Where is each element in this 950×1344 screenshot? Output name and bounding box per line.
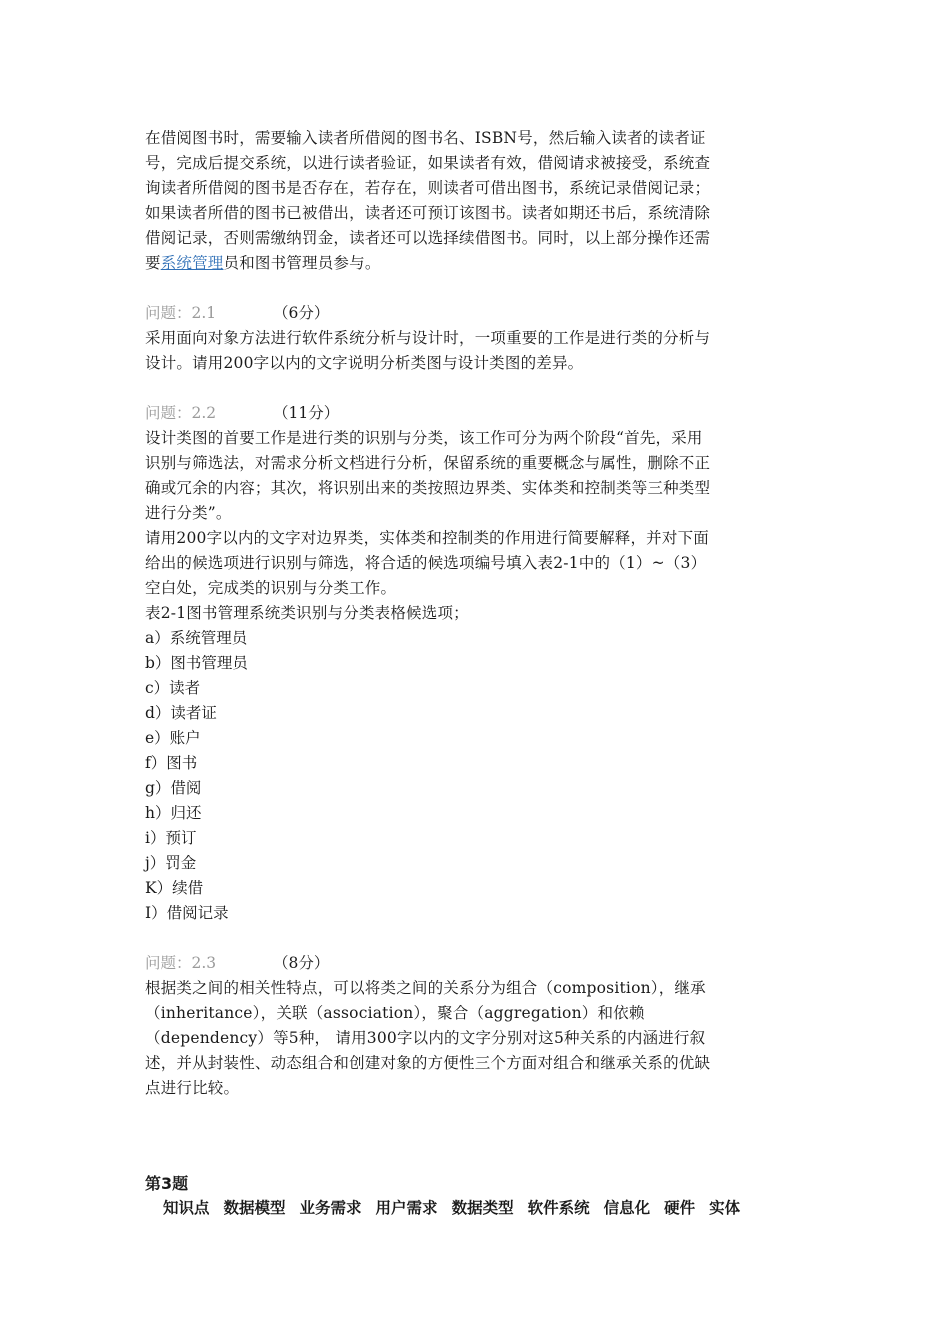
question-line: 点进行比较。 <box>145 1079 240 1097</box>
candidate-options-list <box>145 626 810 926</box>
question-line: 空白处，完成类的识别与分类工作。 <box>145 579 397 597</box>
question-line: 设计类图的首要工作是进行类的识别与分类，该工作可分为两个阶段“首先，采用 <box>145 429 703 447</box>
section-3-title: 第3题 <box>145 1174 189 1193</box>
intro-line: 在借阅图书时，需要输入读者所借阅的图书名、ISBN号，然后输入读者的读者证 <box>145 129 706 147</box>
list-item: c）读者 <box>145 679 201 697</box>
list-item: d）读者证 <box>145 704 217 722</box>
list-item: a）系统管理员 <box>145 629 248 647</box>
knowledge-tags <box>163 1196 740 1220</box>
tag-business-requirement[interactable]: 业务需求 <box>299 1199 362 1217</box>
intro-last-prefix: 要 <box>145 254 161 272</box>
tag-user-requirement[interactable]: 用户需求 <box>375 1199 438 1217</box>
question-line: 表2-1图书管理系统类识别与分类表格候选项； <box>145 604 469 622</box>
intro-line: 号，完成后提交系统，以进行读者验证，如果读者有效，借阅请求被接受，系统查 <box>145 154 711 172</box>
tag-knowledge-point[interactable]: 知识点 <box>163 1199 210 1217</box>
intro-line: 如果读者所借的图书已被借出，读者还可预订该图书。读者如期还书后，系统清除 <box>145 204 711 222</box>
intro-paragraph <box>145 126 810 276</box>
tag-entity[interactable]: 实体 <box>709 1199 741 1217</box>
tag-hardware[interactable]: 硬件 <box>664 1199 696 1217</box>
question-line: 根据类之间的相关性特点，可以将类之间的关系分为组合（composition），继承 <box>145 979 706 997</box>
question-heading <box>145 401 810 426</box>
intro-line: 借阅记录，否则需缴纳罚金，读者还可以选择续借图书。同时，以上部分操作还需 <box>145 229 711 247</box>
question-line: 给出的候选项进行识别与筛选，将合适的候选项编号填入表2-1中的（1）~（3） <box>145 554 707 572</box>
question-2-3 <box>145 951 810 1101</box>
question-line: 设计。请用200字以内的文字说明分析类图与设计类图的差异。 <box>145 354 584 372</box>
question-line: 请用200字以内的文字对边界类，实体类和控制类的作用进行简要解释，并对下面 <box>145 529 709 547</box>
question-heading <box>145 301 810 326</box>
question-2-1 <box>145 301 810 376</box>
question-score: （6分） <box>273 304 330 322</box>
intro-last-line <box>145 251 810 276</box>
question-line: （dependency）等5种， 请用300字以内的文字分别对这5种关系的内涵进行叙 <box>145 1029 706 1047</box>
question-line: 进行分类”。 <box>145 504 232 522</box>
system-admin-link[interactable]: 系统管理 <box>160 254 224 272</box>
question-heading <box>145 951 810 976</box>
question-line: （inheritance），关联（association），聚合（aggregation）和依赖 <box>145 1004 645 1022</box>
tag-software-system[interactable]: 软件系统 <box>527 1199 590 1217</box>
question-line: 采用面向对象方法进行软件系统分析与设计时，一项重要的工作是进行类的分析与 <box>145 329 711 347</box>
spacer <box>145 926 810 951</box>
intro-last-suffix: 员和图书管理员参与。 <box>223 254 381 272</box>
question-line: 述，并从封装性、动态组合和创建对象的方便性三个方面对组合和继承关系的优缺 <box>145 1054 711 1072</box>
spacer <box>145 376 810 401</box>
tag-data-model[interactable]: 数据模型 <box>223 1199 286 1217</box>
list-item: f）图书 <box>145 754 198 772</box>
list-item: j）罚金 <box>145 854 197 872</box>
question-score: （11分） <box>273 404 340 422</box>
question-score: （8分） <box>273 954 330 972</box>
list-item: I）借阅记录 <box>145 904 229 922</box>
list-item: e）账户 <box>145 729 201 747</box>
tag-data-type[interactable]: 数据类型 <box>451 1199 514 1217</box>
intro-line: 询读者所借阅的图书是否存在，若存在，则读者可借出图书，系统记录借阅记录； <box>145 179 711 197</box>
list-item: h）归还 <box>145 804 202 822</box>
list-item: i）预订 <box>145 829 197 847</box>
document-body <box>145 126 810 1101</box>
tag-informatization[interactable]: 信息化 <box>603 1199 651 1217</box>
question-2-2 <box>145 401 810 926</box>
list-item: g）借阅 <box>145 779 202 797</box>
list-item: b）图书管理员 <box>145 654 248 672</box>
spacer <box>145 276 810 301</box>
question-line: 确或冗余的内容；其次，将识别出来的类按照边界类、实体类和控制类等三种类型 <box>145 479 711 497</box>
list-item: K）续借 <box>145 879 204 897</box>
question-label: 问题：2.1 <box>145 304 217 322</box>
question-label: 问题：2.2 <box>145 404 217 422</box>
question-line: 识别与筛选法，对需求分析文档进行分析，保留系统的重要概念与属性，删除不正 <box>145 454 711 472</box>
question-label: 问题：2.3 <box>145 954 217 972</box>
